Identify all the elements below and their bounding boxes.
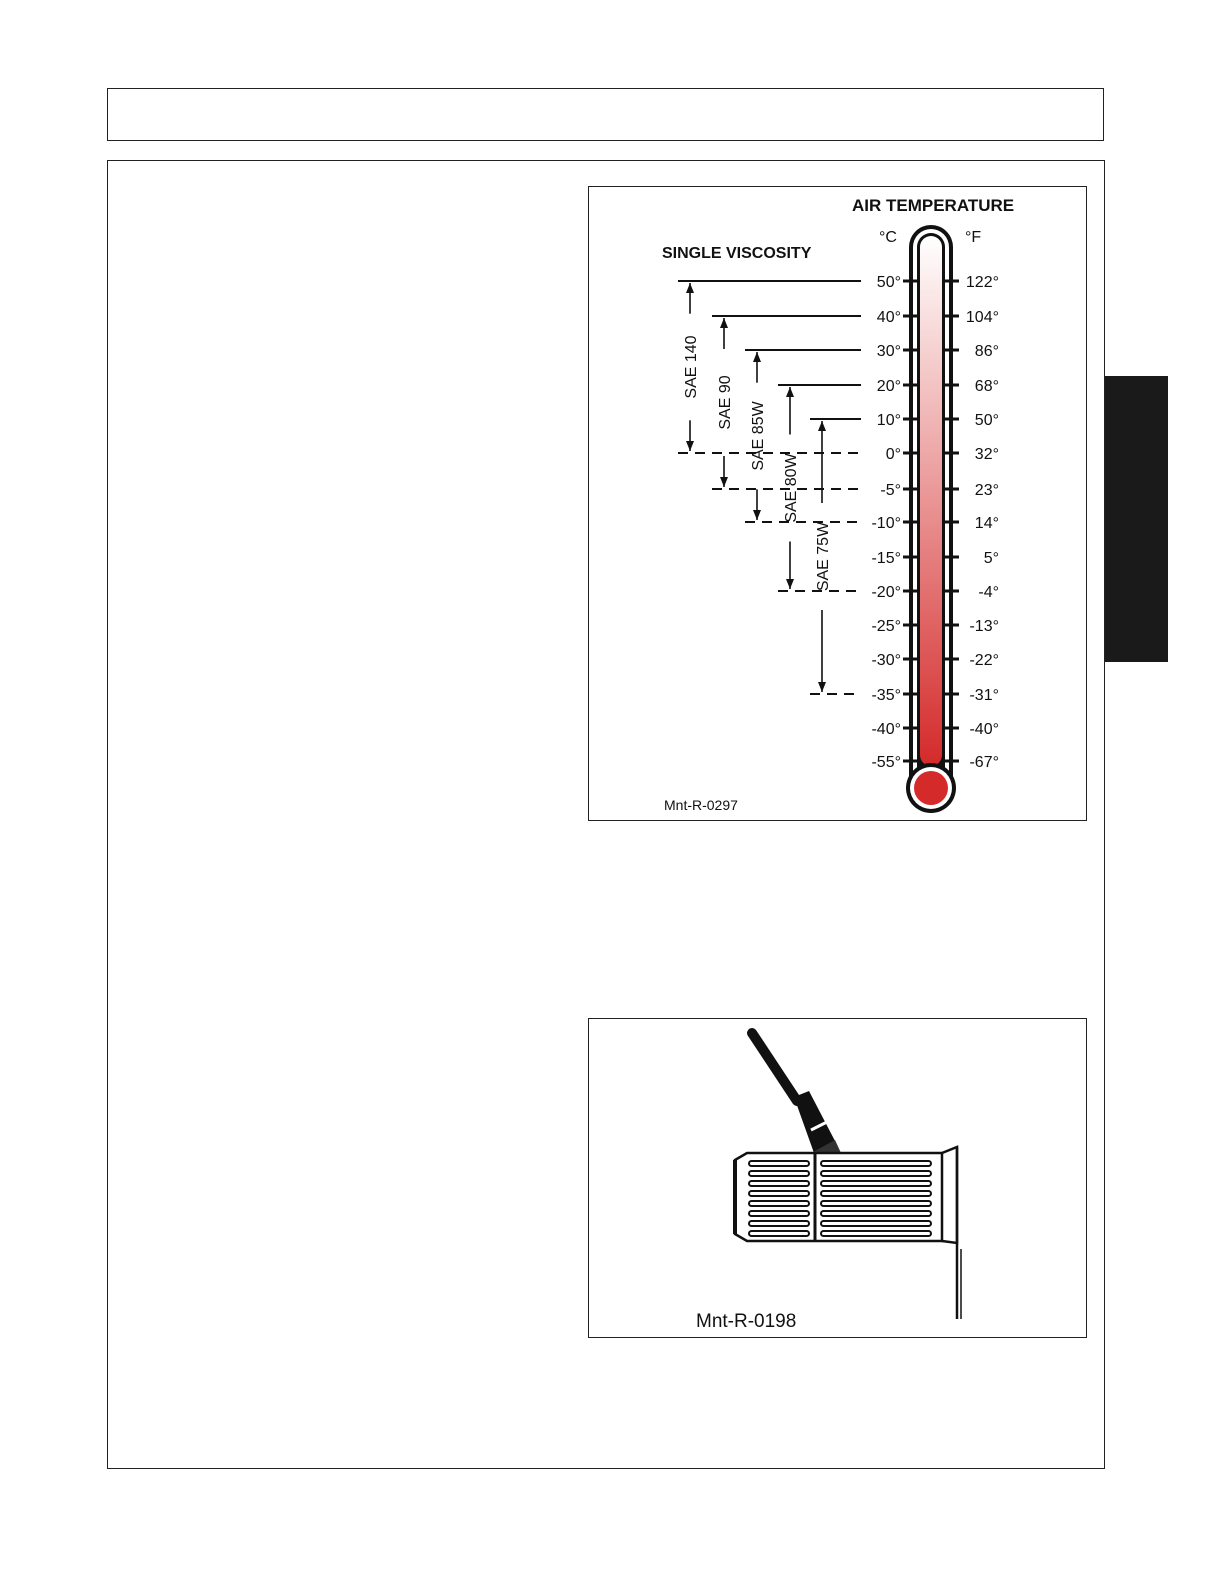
viscosity-grade-label: SAE 85W bbox=[750, 401, 767, 471]
thermometer-mercury-column bbox=[920, 236, 942, 766]
celsius-tick-label: 10° bbox=[876, 412, 901, 429]
celsius-tick-label: -40° bbox=[871, 721, 901, 738]
fahrenheit-tick-label: 50° bbox=[974, 412, 999, 429]
viscosity-grade-label: SAE 140 bbox=[683, 335, 700, 399]
splined-shaft bbox=[735, 1147, 961, 1319]
thermometer-bulb bbox=[914, 771, 948, 805]
thermometer bbox=[906, 225, 956, 813]
fahrenheit-tick-label: 23° bbox=[974, 482, 999, 499]
temp-figure-id: Mnt-R-0297 bbox=[664, 797, 738, 813]
celsius-tick-label: 50° bbox=[876, 274, 901, 291]
fahrenheit-tick-label: -40° bbox=[969, 721, 999, 738]
celsius-tick-label: -35° bbox=[871, 687, 901, 704]
grade-arrowhead-up bbox=[818, 421, 826, 431]
fahrenheit-tick-label: -31° bbox=[969, 687, 999, 704]
viscosity-grade-ranges bbox=[678, 281, 861, 694]
celsius-unit-label: °C bbox=[879, 229, 897, 246]
brush-handle bbox=[752, 1033, 797, 1101]
fahrenheit-tick-label: 14° bbox=[974, 515, 999, 532]
chart-heading: AIR TEMPERATURE bbox=[852, 196, 1015, 215]
fahrenheit-unit-label: °F bbox=[965, 229, 982, 246]
grade-arrowhead-down bbox=[720, 477, 728, 487]
shaft-collar bbox=[942, 1147, 957, 1243]
celsius-tick-label: 20° bbox=[876, 378, 901, 395]
brush-illustration bbox=[752, 1033, 841, 1161]
shaft-figure-id: Mnt-R-0198 bbox=[696, 1311, 797, 1332]
celsius-tick-label: -15° bbox=[871, 550, 901, 567]
grade-arrowhead-up bbox=[720, 318, 728, 328]
celsius-tick-label: -20° bbox=[871, 584, 901, 601]
fahrenheit-tick-label: -13° bbox=[969, 618, 999, 635]
grade-arrowhead-up bbox=[753, 352, 761, 362]
viscosity-grade-label: SAE 90 bbox=[717, 375, 734, 430]
fahrenheit-tick-label: -22° bbox=[969, 652, 999, 669]
splined-shaft-figure bbox=[588, 1018, 1087, 1338]
section-side-tab bbox=[1105, 376, 1168, 662]
page-header-box bbox=[107, 88, 1104, 141]
celsius-tick-label: -30° bbox=[871, 652, 901, 669]
fahrenheit-tick-label: 86° bbox=[974, 343, 999, 360]
shaft-illustration-svg bbox=[589, 1019, 1088, 1339]
celsius-tick-label: 40° bbox=[876, 309, 901, 326]
celsius-tick-label: 30° bbox=[876, 343, 901, 360]
celsius-tick-label: 0° bbox=[885, 446, 901, 463]
fahrenheit-tick-label: 68° bbox=[974, 378, 999, 395]
grade-arrowhead-up bbox=[686, 283, 694, 293]
grade-arrowhead-down bbox=[818, 682, 826, 692]
viscosity-grade-label: SAE 80W bbox=[783, 453, 800, 523]
celsius-tick-label: -55° bbox=[871, 754, 901, 771]
viscosity-grade-label: SAE 75W bbox=[815, 521, 832, 592]
grade-arrowhead-up bbox=[786, 387, 794, 397]
celsius-tick-label: -10° bbox=[871, 515, 901, 532]
celsius-tick-label: -5° bbox=[880, 482, 901, 499]
fahrenheit-tick-label: 5° bbox=[983, 550, 999, 567]
chart-subheading: SINGLE VISCOSITY bbox=[662, 245, 812, 262]
celsius-tick-label: -25° bbox=[871, 618, 901, 635]
fahrenheit-tick-label: -67° bbox=[969, 754, 999, 771]
fahrenheit-tick-label: -4° bbox=[978, 584, 999, 601]
fahrenheit-tick-label: 104° bbox=[965, 309, 999, 326]
grade-arrowhead-down bbox=[753, 510, 761, 520]
fahrenheit-tick-label: 122° bbox=[965, 274, 999, 291]
fahrenheit-tick-label: 32° bbox=[974, 446, 999, 463]
viscosity-chart-svg bbox=[589, 187, 1088, 822]
viscosity-temperature-figure bbox=[588, 186, 1087, 821]
grade-arrowhead-down bbox=[686, 441, 694, 451]
grade-arrowhead-down bbox=[786, 579, 794, 589]
